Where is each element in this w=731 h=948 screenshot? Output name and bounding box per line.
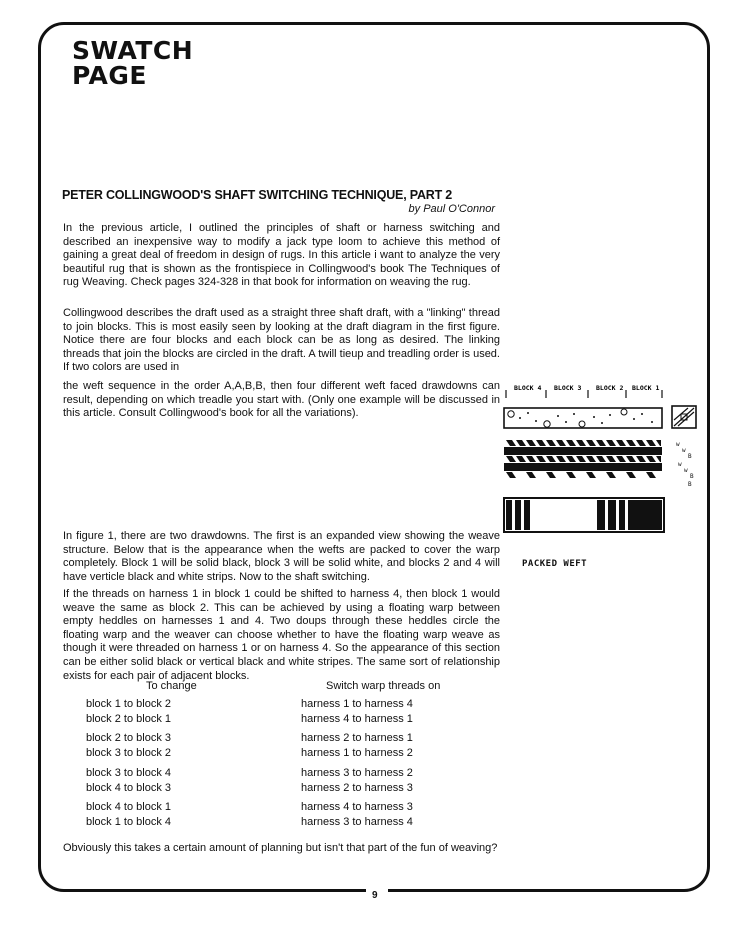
- threading-draft: [504, 406, 696, 428]
- table-row-4-left: block 3 to block 2: [86, 747, 171, 759]
- table-row-7-right: harness 4 to harness 3: [301, 801, 413, 813]
- table-row-6-right: harness 2 to harness 3: [301, 782, 413, 794]
- table-row-1-left: block 1 to block 2: [86, 698, 171, 710]
- block-label-4: BLOCK 4: [514, 384, 542, 392]
- svg-text:B: B: [688, 481, 692, 488]
- table-header-right: Switch warp threads on: [326, 680, 441, 692]
- article-title: PETER COLLINGWOOD'S SHAFT SWITCHING TECHNIQUE, PART 2: [62, 188, 453, 202]
- svg-text:w: w: [676, 441, 680, 448]
- paragraph-4: In figure 1, there are two drawdowns. The first is an expanded view showing the weave structure. Below that is the appearance when the wefts are packed to cover the warp completely. Block 1 will be solid black, block 3 will be solid white, and blocks 2 and 4 will have verticle black and white strips. Now to the shaft switching.: [63, 530, 500, 583]
- table-row-4-right: harness 1 to harness 2: [301, 747, 413, 759]
- svg-text:w: w: [684, 467, 688, 474]
- draft-figure: [502, 380, 706, 580]
- table-row-1-right: harness 1 to harness 4: [301, 698, 413, 710]
- treadling-marks: [676, 441, 694, 488]
- figure-caption: PACKED WEFT: [522, 559, 588, 569]
- table-row-3-right: harness 2 to harness 1: [301, 732, 413, 744]
- paragraph-5: If the threads on harness 1 in block 1 could be shifted to harness 4, then block 1 would weave the same as block 2. This can be achieved by using a floating warp between empty heddles on harnesses 1 and 4. Two doups through these heddles circle the floating warp and the weaver can choose whether to have the floating warp weave as though it were threaded on harness 1 or on harness 4. So the appearance of this section can be either solid black or vertical black and white stripes. The same sort of relationship exists for each pair of adjacent blocks.: [63, 588, 500, 682]
- block-label-3: BLOCK 3: [554, 384, 582, 392]
- svg-text:B: B: [690, 473, 694, 480]
- block-label-1: BLOCK 1: [632, 384, 660, 392]
- table-row-8-left: block 1 to block 4: [86, 816, 171, 828]
- article-byline: by Paul O'Connor: [408, 203, 495, 215]
- table-row-5-left: block 3 to block 4: [86, 767, 171, 779]
- table-row-2-right: harness 4 to harness 1: [301, 713, 413, 725]
- masthead: [72, 38, 193, 88]
- packed-weft-drawdown: [504, 498, 664, 532]
- table-row-7-left: block 4 to block 1: [86, 801, 171, 813]
- masthead-line-1: SWATCH: [72, 36, 194, 65]
- svg-text:w: w: [682, 447, 686, 454]
- table-row-5-right: harness 3 to harness 2: [301, 767, 413, 779]
- paragraph-2: Collingwood describes the draft used as a straight three shaft draft, with a "linking" thread to join blocks. This is most easily seen by looking at the draft diagram in the first figure. Notice there are four blocks and each block can be as long as desired. The linking threads that join the blocks are circled in the draft. A twill tieup and treadling order is used. If two colors are used in: [63, 307, 500, 374]
- block-label-2: BLOCK 2: [596, 384, 624, 392]
- paragraph-1: In the previous article, I outlined the principles of shaft or harness switching and described an inexpensive way to modify a jack type loom to achieve this method of gaining a great deal of freedom in design of rugs. In this article i want to analyze the very beautiful rug that is shown as the frontispiece in Collingwood's book The Techniques of rug Weaving. Check pages 324-328 in that book for information on weaving the rug.: [63, 222, 500, 289]
- svg-text:B: B: [688, 453, 692, 460]
- page-number: 9: [372, 890, 378, 901]
- table-header-left: To change: [146, 680, 197, 692]
- paragraph-3: the weft sequence in the order A,A,B,B, then four different weft faced drawdowns can result, depending on which treadle you start with. (Only one example will be discussed in this article. Consult Collingwood's book for all the variations).: [63, 380, 500, 420]
- expanded-drawdown: [504, 438, 662, 478]
- table-row-8-right: harness 3 to harness 4: [301, 816, 413, 828]
- table-row-2-left: block 2 to block 1: [86, 713, 171, 725]
- masthead-line-2: PAGE: [72, 61, 147, 90]
- table-row-3-left: block 2 to block 3: [86, 732, 171, 744]
- table-row-6-left: block 4 to block 3: [86, 782, 171, 794]
- paragraph-6: Obviously this takes a certain amount of planning but isn't that part of the fun of weaving?: [63, 842, 498, 854]
- svg-text:w: w: [678, 461, 682, 468]
